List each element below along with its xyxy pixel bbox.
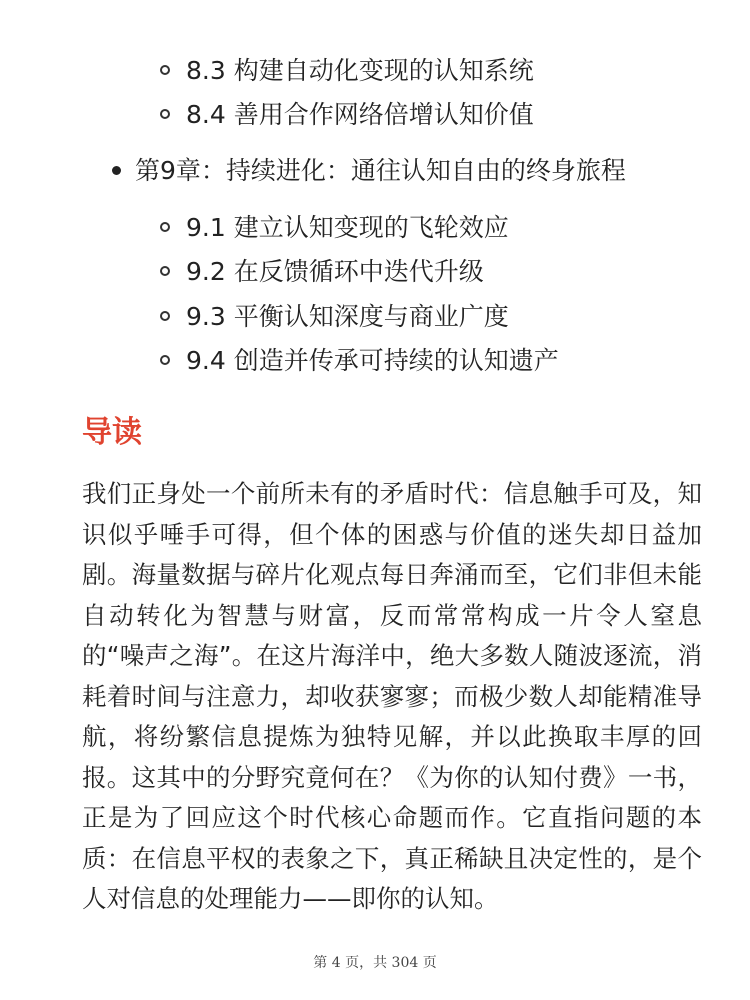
hollow-bullet-icon: [160, 222, 170, 232]
toc-item-label: 9.1 建立认知变现的飞轮效应: [186, 213, 509, 242]
toc-item-label: 8.4 善用合作网络倍增认知价值: [186, 100, 534, 129]
hollow-bullet-icon: [160, 355, 170, 365]
section-heading: 导读: [82, 415, 142, 450]
toc-item-8-4[interactable]: [160, 100, 534, 130]
hollow-bullet-icon: [160, 266, 170, 276]
filled-bullet-icon: [112, 166, 121, 175]
toc-item-9-4[interactable]: [160, 346, 559, 376]
toc-item-8-3[interactable]: [160, 56, 534, 86]
toc-item-9-2[interactable]: [160, 257, 484, 287]
toc-item-label: 9.3 平衡认知深度与商业广度: [186, 302, 509, 331]
toc-chapter-9[interactable]: [112, 156, 626, 186]
toc-item-9-3[interactable]: [160, 302, 509, 332]
toc-item-label: 9.4 创造并传承可持续的认知遗产: [186, 346, 559, 375]
hollow-bullet-icon: [160, 311, 170, 321]
hollow-bullet-icon: [160, 109, 170, 119]
page-number: 第 4 页，共 304 页: [313, 955, 437, 971]
toc-item-label: 8.3 构建自动化变现的认知系统: [186, 56, 534, 85]
toc-item-9-1[interactable]: [160, 213, 509, 243]
intro-paragraph: 我们正身处一个前所未有的矛盾时代：信息触手可及，知识似乎唾手可得，但个体的困惑与价值的迷失却日益加剧。海量数据与碎片化观点每日奔涌而至，它们非但未能自动转化为智慧与财富，反而常常构成一片令人窒息的“噪声之海”。在这片海洋中，绝大多数人随波逐流，消耗着时间与注意力，却收获寥寥；而极少数人却能精准导航，将纷繁信息提炼为独特见解，并以此换取丰厚的回报。这其中的分野究竟何在？《为你的认知付费》一书，正是为了回应这个时代核心命题而作。它直指问题的本质：在信息平权的表象之下，真正稀缺且决定性的，是个人对信息的处理能力——即你的认知。: [82, 479, 702, 913]
toc-item-label: 9.2 在反馈循环中迭代升级: [186, 257, 484, 286]
hollow-bullet-icon: [160, 65, 170, 75]
toc-chapter-label: 第9章：持续进化：通往认知自由的终身旅程: [135, 156, 626, 185]
